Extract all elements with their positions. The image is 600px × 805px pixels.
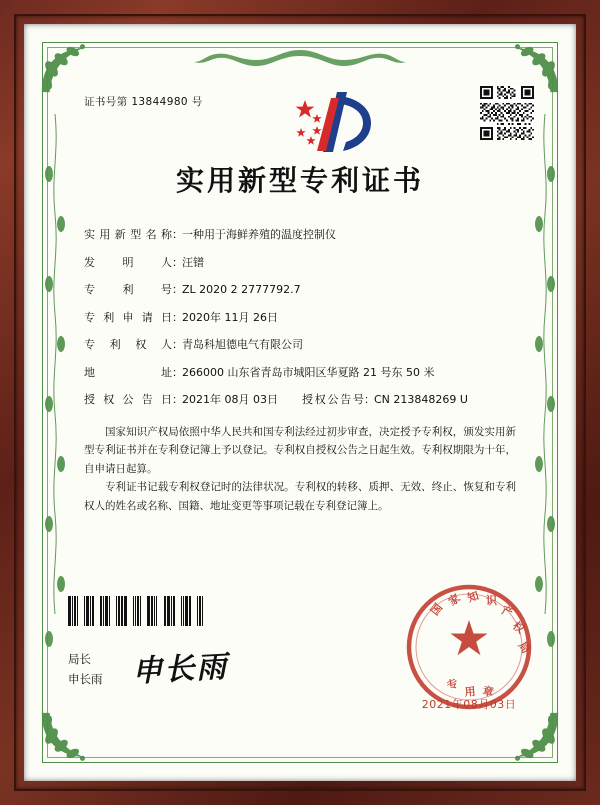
field-value: ZL 2020 2 2777792.7 bbox=[182, 283, 301, 296]
field-colon: ： bbox=[172, 338, 183, 351]
office-label: 局长 bbox=[68, 652, 91, 666]
vine-ornament-icon bbox=[534, 114, 556, 674]
field-row bbox=[84, 257, 516, 268]
fields-list bbox=[84, 229, 516, 405]
legal-paragraph: 专利证书记载专利权登记时的法律状况。专利权的转移、质押、无效、终止、恢复和专利权人的姓名或名称、国籍、地址变更等事项记载在专利登记簿上。 bbox=[84, 481, 516, 512]
top-scroll-ornament-icon bbox=[164, 46, 436, 72]
field-colon: ： bbox=[172, 365, 183, 379]
field-colon: ： bbox=[172, 283, 183, 296]
grant-number-value: CN 213848269 U bbox=[373, 393, 468, 406]
field-row bbox=[84, 339, 516, 350]
certificate-number: 证书号第 13844980 号 bbox=[84, 96, 203, 108]
svg-text:产: 产 bbox=[499, 603, 515, 620]
field-label: 地 址 bbox=[84, 365, 172, 379]
field-colon: ： bbox=[172, 310, 183, 324]
corner-ornament-icon bbox=[38, 38, 96, 96]
grant-date-label: 授权公告日 bbox=[84, 393, 172, 406]
field-label: 发 明 人 bbox=[84, 255, 172, 269]
svg-text:识: 识 bbox=[486, 594, 497, 607]
svg-text:局: 局 bbox=[515, 639, 533, 656]
field-colon: ： bbox=[172, 228, 183, 241]
field-value: 2020年 11月 26日 bbox=[182, 310, 278, 324]
field-label: 专利申请日 bbox=[84, 310, 172, 324]
field-value: 汪镨 bbox=[182, 255, 204, 269]
field-value: 266000 山东省青岛市城阳区华夏路 21 号东 50 米 bbox=[182, 365, 435, 379]
field-colon: ： bbox=[172, 255, 183, 269]
certificate-paper bbox=[24, 24, 576, 781]
corner-ornament-icon bbox=[504, 709, 562, 767]
grant-number-label: 授权公告号 bbox=[301, 393, 364, 406]
field-row bbox=[84, 229, 516, 240]
legal-text bbox=[84, 423, 516, 515]
svg-text:国: 国 bbox=[428, 601, 446, 618]
grant-date-value: 2021年 08月 03日 bbox=[182, 393, 278, 406]
field-row bbox=[84, 367, 516, 378]
qr-code-icon bbox=[480, 86, 534, 140]
vine-ornament-icon bbox=[44, 114, 66, 674]
handwritten-signature: 申长雨 bbox=[131, 649, 230, 690]
svg-text:知: 知 bbox=[465, 589, 481, 605]
certificate-content bbox=[84, 94, 516, 515]
page-title: 实用新型专利证书 bbox=[175, 164, 424, 197]
svg-text:专: 专 bbox=[444, 676, 461, 693]
barcode-icon bbox=[68, 596, 204, 626]
field-label: 专 利 权 人 bbox=[84, 338, 172, 351]
svg-text:家: 家 bbox=[446, 591, 463, 609]
director-name: 申长雨 bbox=[68, 672, 103, 687]
field-colon: ： bbox=[363, 393, 375, 406]
field-label: 实用新型名称 bbox=[84, 228, 172, 241]
svg-text:章: 章 bbox=[481, 684, 495, 700]
signature-block bbox=[68, 649, 103, 689]
field-value: 青岛科旭德电气有限公司 bbox=[182, 338, 303, 351]
corner-ornament-icon bbox=[38, 709, 96, 767]
cnipa-logo-icon bbox=[279, 88, 389, 158]
field-label: 专 利 号 bbox=[84, 283, 172, 296]
grant-row bbox=[84, 394, 516, 405]
legal-paragraph: 国家知识产权局依照中华人民共和国专利法经过初步审查，决定授予专利权，颁发实用新型专利证书并在专利登记簿上予以登记。专利权自授权公告之日起生效。专利权期限为十年，自申请日起算。 bbox=[84, 426, 516, 475]
svg-text:用: 用 bbox=[463, 684, 477, 699]
official-seal-icon bbox=[402, 580, 536, 714]
seal-date: 2021年08月03日 bbox=[421, 698, 517, 711]
svg-text:权: 权 bbox=[510, 619, 527, 637]
field-value: 一种用于海鲜养殖的温度控制仪 bbox=[182, 228, 336, 241]
field-row bbox=[84, 284, 516, 295]
field-row bbox=[84, 312, 516, 323]
field-colon: ： bbox=[172, 393, 183, 406]
